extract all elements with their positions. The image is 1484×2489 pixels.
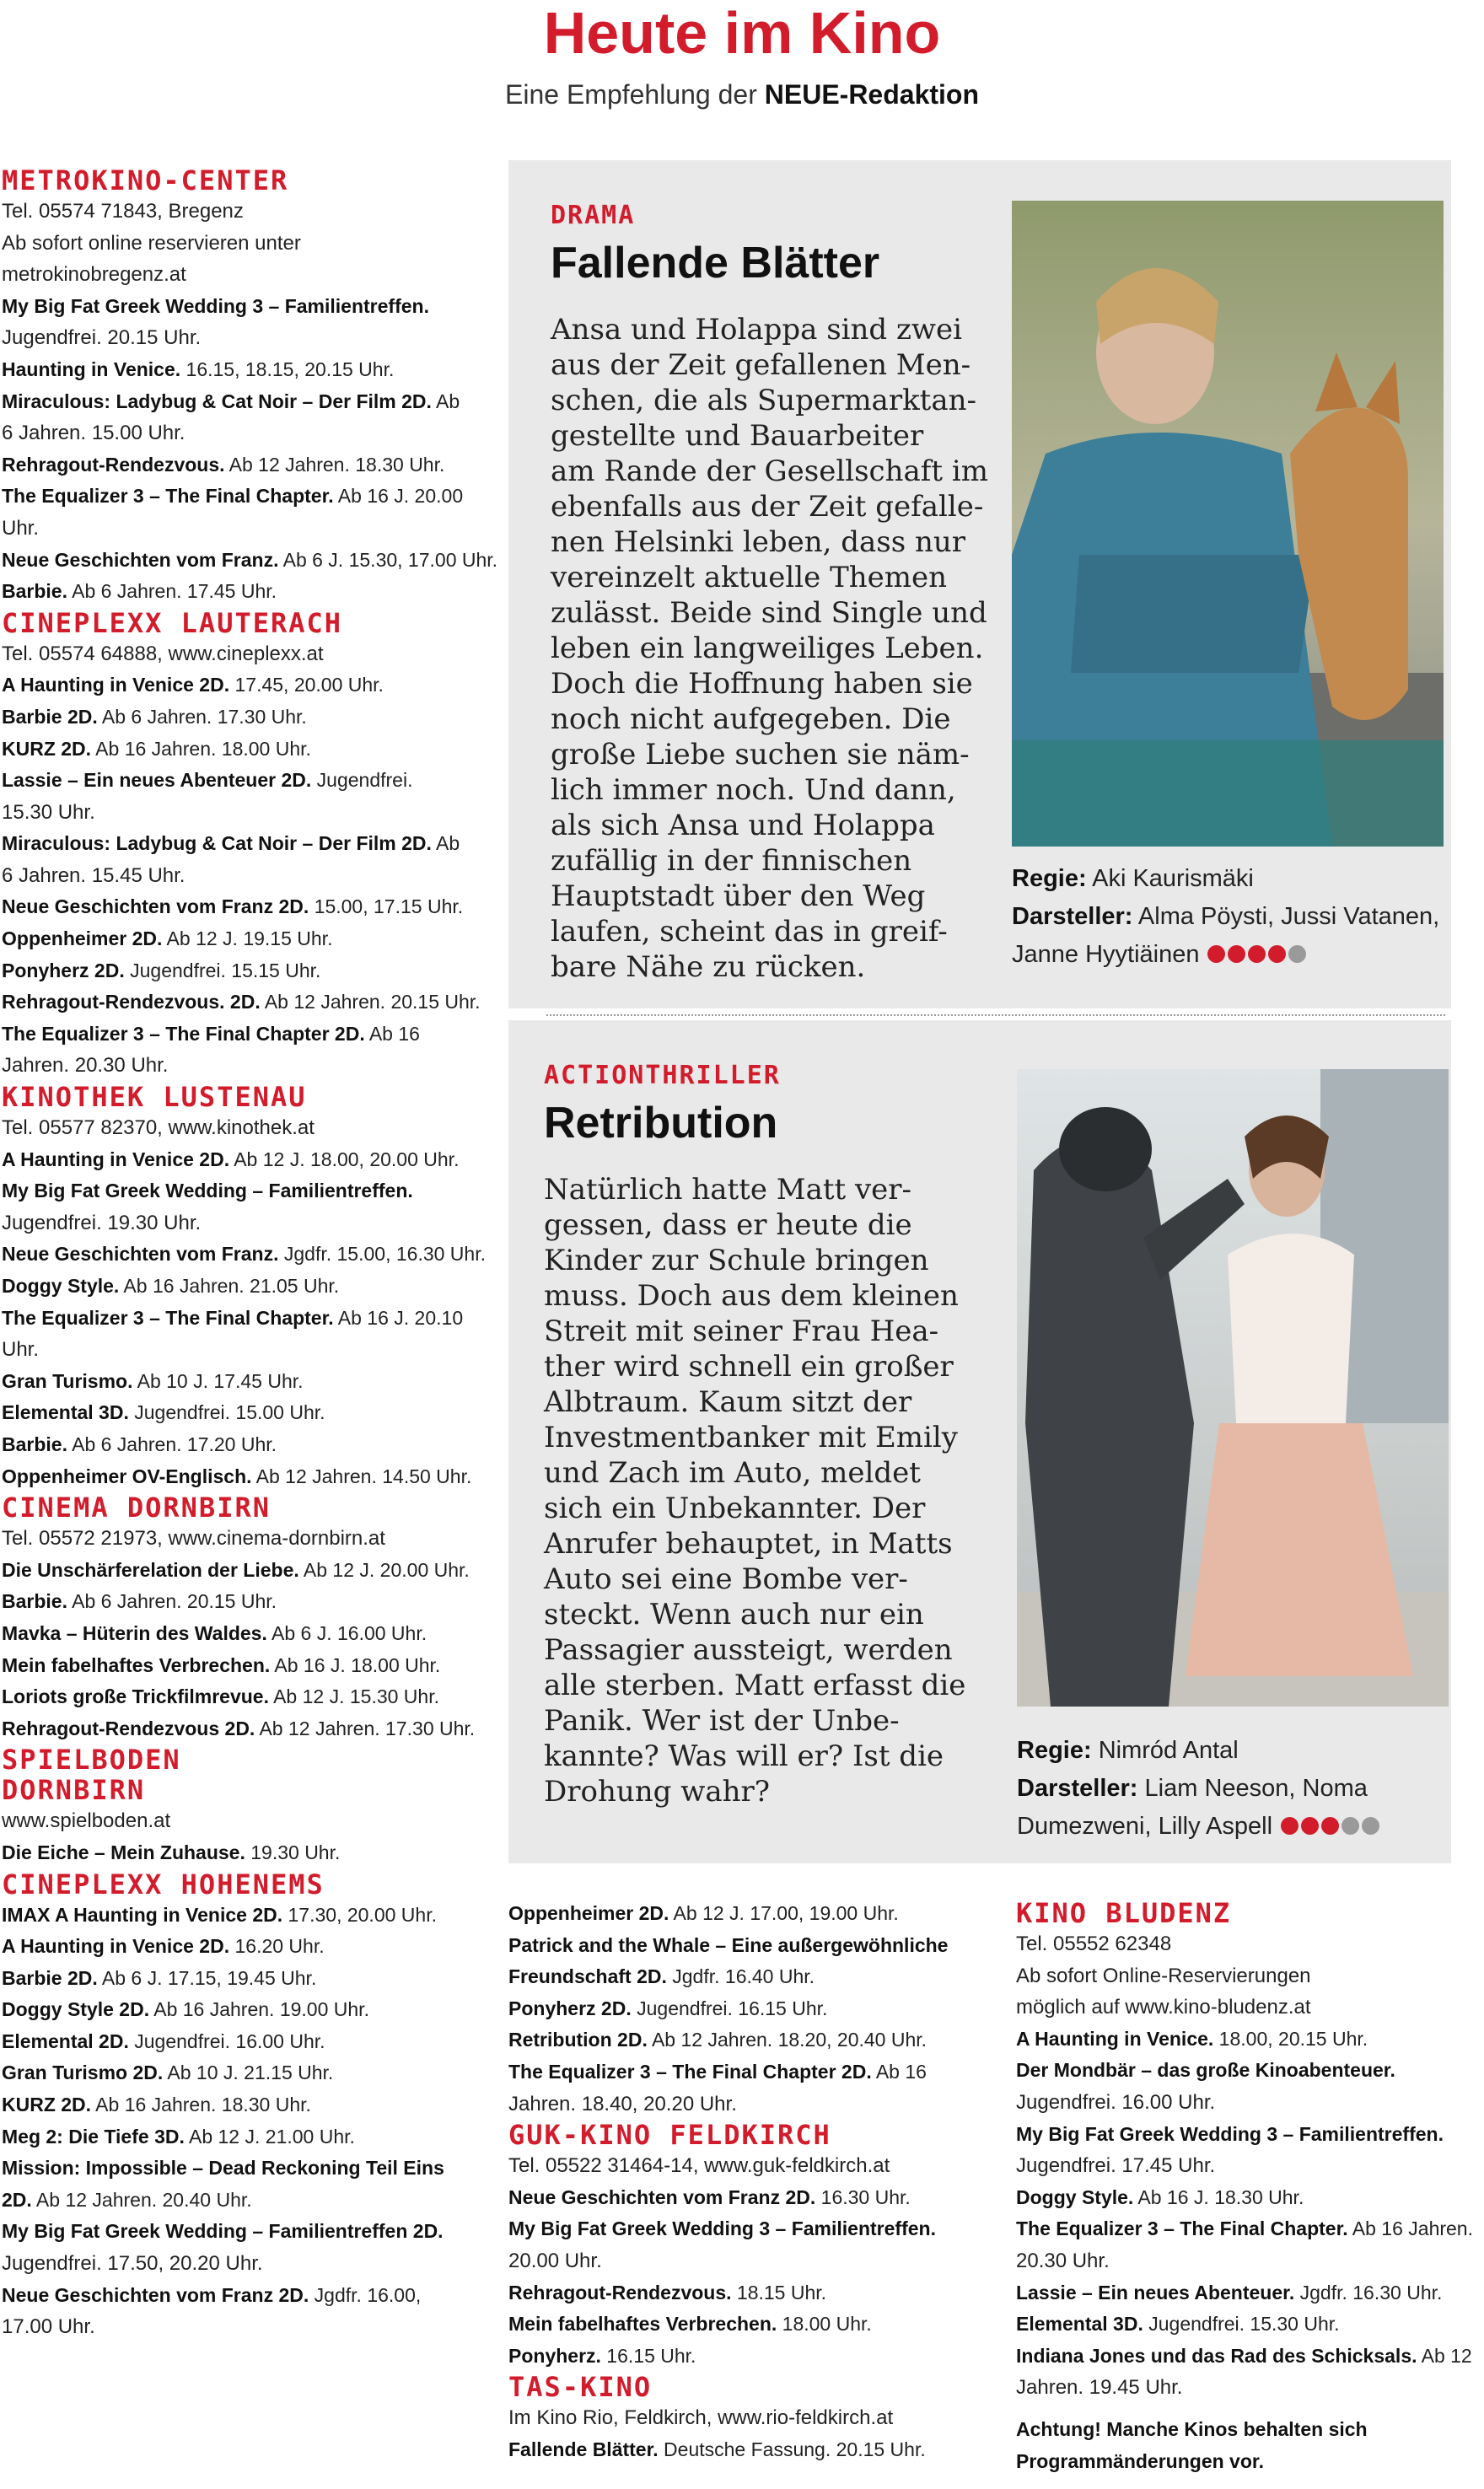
listing-info: metrokinobregenz.at [2,263,186,287]
film-title: My Big Fat Greek Wedding 3 – Familientreffen. [508,2218,936,2240]
feature-retribution [508,1020,1451,1863]
listing-info: Uhr. [2,516,40,540]
film-entry [2,2057,499,2089]
film-entry [1016,2119,1480,2151]
body-line: Drohung wahr? [544,1775,770,1809]
film-details: 18.15 Uhr. [731,2281,827,2304]
listing-info: Im Kino Rio, Feldkirch, www.rio-feldkirch.at [508,2406,894,2430]
cinema-name: DORNBIRN [2,1774,146,1807]
feature-title: Retribution [544,1099,778,1148]
listing-info: 15.30 Uhr. [2,800,95,824]
body-line: zulässt. Beide sind Single und [551,596,987,630]
film-details: Ab 12 J. 21.00 Uhr. [184,2125,355,2148]
body-line: gestellte und Bauarbeiter [551,419,924,453]
rating-dots [1281,1809,1382,1847]
cinema-name: KINO BLUDENZ [1016,1897,1232,1929]
film-title: Gran Turismo. [2,1369,133,1392]
film-entry [508,2309,997,2341]
film-title: 2D. [2,2188,32,2211]
film-details: Ab 16 [364,1022,420,1045]
listing-info: Ab sofort online reservieren unter [2,231,301,255]
feature-fallende-blaetter [508,160,1451,1008]
body-line: steckt. Wenn auch nur ein [544,1598,924,1632]
film-title: Loriots große Trickfilmrevue. [2,1685,269,1708]
listing-right [1016,1898,1480,2477]
listing-info: Tel. 05577 82370, www.kinothek.at [2,1116,315,1140]
film-title: Der Mondbär – das große Kinoabenteuer. [1016,2059,1395,2082]
film-title: Doggy Style. [1016,2185,1134,2208]
film-details: Ab 6 J. 17.15, 19.45 Uhr. [97,1966,317,1989]
film-details: 16.15 Uhr. [600,2344,696,2367]
film-details: Jgdfr. 16.00, [309,2283,422,2306]
film-title: Barbie. [2,1433,67,1455]
body-line: Hauptstadt über den Weg [551,879,926,913]
film-entry [2,734,499,766]
cinema-name: CINEPLEXX LAUTERACH [2,606,343,639]
film-details: Ab 10 J. 21.15 Uhr. [163,2062,334,2084]
body-line: kannte? Was will er? Ist die [544,1739,944,1773]
listing-info: möglich auf www.kino-bludenz.at [1016,1996,1311,2019]
film-entry [2,1837,499,1869]
page-title: Heute im Kino [543,0,941,66]
film-entry [2,955,499,987]
rating-dots [1207,937,1309,975]
body-line: muss. Doch aus dem kleinen [544,1279,959,1313]
film-title: Patrick and the Whale – Eine außergewöhnliche [508,1933,949,1956]
film-entry [2,1618,499,1650]
film-details: 15.00, 17.15 Uhr. [309,895,464,918]
film-title: A Haunting in Venice 2D. [2,1148,230,1170]
film-entry [508,2024,997,2056]
film-entry [1016,2341,1480,2373]
film-details: Ab 12 J. 20.00 Uhr. [298,1558,470,1581]
film-entry [2,291,499,323]
film-entry [2,1461,499,1493]
film-details: Jugendfrei. 15.15 Uhr. [124,959,321,981]
film-entry [2,1429,499,1461]
film-entry [2,765,499,797]
film-title: My Big Fat Greek Wedding – Familientreffen 2D. [2,2220,444,2243]
film-title: Barbie. [2,1590,67,1613]
body-line: gessen, dass er heute die [544,1208,912,1242]
film-title: Mein fabelhaftes Verbrechen. [2,1653,271,1676]
film-title: Mein fabelhaftes Verbrechen. [508,2313,777,2336]
listing-info: Jugendfrei. 17.50, 20.20 Uhr. [2,2252,263,2276]
film-details: Jugendfrei. [311,769,413,792]
body-line: Albtraum. Kaum sitzt der [544,1385,912,1419]
film-entry [2,2121,499,2153]
rating-dot-filled [1268,945,1286,963]
film-details: Ab 10 J. 17.45 Uhr. [132,1369,304,1392]
body-line: Streit mit seiner Frau Hea- [544,1314,939,1348]
listing-info: www.spielboden.at [2,1809,171,1833]
film-title: The Equalizer 3 – The Final Chapter. [2,485,334,508]
film-title: Elemental 3D. [2,1401,129,1424]
body-line: aus der Zeit gefallenen Men- [551,348,971,382]
film-entry [2,576,499,608]
listing-info: Ab sofort Online-Reservierungen [1016,1964,1311,1987]
film-details: Ab 16 [871,2060,927,2083]
listing-info: Jugendfrei. 20.15 Uhr. [2,326,202,350]
body-line: vereinzelt aktuelle Themen [551,561,948,594]
film-details: 17.30, 20.00 Uhr. [282,1903,437,1926]
film-entry [2,2185,499,2217]
film-title: Die Eiche – Mein Zuhause. [2,1841,245,1863]
body-line: Kinder zur Schule bringen [544,1244,929,1277]
film-title: My Big Fat Greek Wedding 3 – Familientreffen. [1016,2122,1444,2145]
film-details: Jugendfrei. 15.00 Uhr. [128,1401,325,1424]
film-title: Oppenheimer 2D. [2,927,163,950]
film-details: Ab 12 Jahren. 20.15 Uhr. [260,991,481,1013]
film-title: Oppenheimer 2D. [508,1902,669,1924]
film-details: Ab 16 Jahren. 18.30 Uhr. [91,2094,311,2116]
listing-info: Uhr. [2,1338,40,1362]
film-title: Barbie 2D. [2,705,98,728]
film-entry [2,2026,499,2058]
film-title: Ponyherz. [508,2344,601,2367]
film-entry [2,1144,499,1176]
film-details: Ab 16 J. 20.00 [333,485,464,508]
film-title: Neue Geschichten vom Franz 2D. [2,895,309,918]
body-line: nen Helsinki leben, dass nur [551,525,966,559]
film-entry [2,1366,499,1398]
body-line: zufällig in der finnischen [551,844,912,878]
film-details: 17.45, 20.00 Uhr. [229,674,384,696]
film-title: Meg 2: Die Tiefe 3D. [2,2125,185,2148]
film-details: Ab 12 Jahren. 14.50 Uhr. [251,1465,472,1487]
film-title: Retribution 2D. [508,2029,648,2051]
rating-dot-filled [1281,1817,1298,1835]
film-entry [2,828,499,860]
film-title: Achtung! Manche Kinos behalten sich [1016,2417,1368,2440]
cinema-name: KINOTHEK LUSTENAU [2,1081,307,1114]
film-entry [2,1271,499,1303]
film-title: The Equalizer 3 – The Final Chapter. [1016,2218,1348,2240]
body-line: Anrufer behauptet, in Matts [544,1527,953,1561]
cinema-name: SPIELBODEN [2,1744,181,1777]
film-entry [1016,2277,1480,2309]
film-title: Rehragout-Rendezvous. [508,2281,732,2304]
film-details: Ab 12 J. 18.00, 20.00 Uhr. [229,1148,460,1170]
rating-dot-filled [1301,1817,1319,1835]
listing-info: Tel. 05552 62348 [1016,1933,1172,1955]
body-line: alle sterben. Matt erfasst die [544,1669,966,1702]
body-line: als sich Ansa und Holappa [551,809,935,842]
cinema-name: GUK-KINO FELDKIRCH [508,2119,831,2152]
film-entry [508,2341,997,2373]
film-entry [1016,2309,1480,2341]
film-details: Ab 6 J. 15.30, 17.00 Uhr. [278,548,498,571]
film-details: Ab 12 [1417,2344,1472,2367]
film-title: Elemental 2D. [2,2029,129,2052]
body-line: Ansa und Holappa sind zwei [551,313,963,347]
film-entry [2,386,499,418]
rating-dot-filled [1207,945,1225,963]
film-title: Neue Geschichten vom Franz 2D. [508,2185,816,2208]
feature-body [551,312,1006,985]
film-title: The Equalizer 3 – The Final Chapter. [2,1306,334,1329]
film-entry [2,2280,499,2312]
film-details: Deutsche Fassung. 20.15 Uhr. [658,2438,926,2460]
body-line: am Rande der Gesellschaft im [551,454,988,488]
film-title: My Big Fat Greek Wedding 3 – Familientreffen. [2,294,429,317]
film-entry [1016,2446,1480,2478]
film-title: Elemental 3D. [1016,2313,1143,2336]
feature-credits: Regie: Nimród Antal Darsteller: Liam Neeson, Noma Dumezweni, Lilly Aspell [1017,1732,1447,1847]
film-title: Doggy Style 2D. [2,1998,150,2021]
film-entry [508,2277,997,2309]
film-details: Ab 16 Jahren. 21.05 Uhr. [119,1275,340,1297]
listing-info: Jugendfrei. 16.00 Uhr. [1016,2090,1216,2114]
listing-info: Jugendfrei. 17.45 Uhr. [1016,2154,1216,2178]
listing-info: Jahren. 18.40, 20.20 Uhr. [508,2092,737,2115]
film-title: Neue Geschichten vom Franz. [2,1243,279,1266]
listing-info: Tel. 05522 31464-14, www.guk-feldkirch.at [508,2154,890,2178]
film-details: 16.20 Uhr. [229,1935,325,1958]
film-entry [1016,2213,1480,2245]
film-details: Ab 16 J. 18.00 Uhr. [270,1653,441,1676]
film-title: Neue Geschichten vom Franz 2D. [2,2283,309,2306]
film-title: The Equalizer 3 – The Final Chapter 2D. [508,2060,872,2083]
rating-dot-filled [1321,1817,1339,1835]
film-details: Ab 16 Jahren. 19.00 Uhr. [149,1998,369,2021]
spacer [1016,2404,1480,2414]
body-line: Panik. Wer ist der Unbe- [544,1704,900,1738]
body-line: Passagier aussteigt, werden [544,1633,953,1667]
film-entry [2,1963,499,1995]
film-details: Ab 12 Jahren. 18.20, 20.40 Uhr. [647,2029,928,2051]
film-details: Ab [431,390,460,412]
film-details: 19.30 Uhr. [245,1841,341,1863]
film-title: Doggy Style. [2,1275,120,1297]
film-title: Barbie. [2,580,67,603]
film-entry [2,545,499,577]
cinema-name: TAS-KINO [508,2371,653,2404]
film-entry [2,1019,499,1051]
film-title: Die Unschärferelation der Liebe. [2,1558,299,1581]
body-line: ebenfalls aus der Zeit gefalle- [551,490,984,524]
film-entry [2,1239,499,1271]
film-title: Fallende Blätter. [508,2438,659,2460]
film-title: Mavka – Hüterin des Waldes. [2,1621,267,1644]
film-details: Jgdfr. 15.00, 16.30 Uhr. [278,1243,486,1266]
film-title: Rehragout-Rendezvous. 2D. [2,991,261,1013]
film-title: KURZ 2D. [2,737,92,760]
rating-dot-empty [1342,1817,1359,1835]
film-title: IMAX A Haunting in Venice 2D. [2,1903,283,1926]
film-title: Programmänderungen vor. [1016,2449,1264,2472]
film-entry [2,1303,499,1335]
body-line: noch nicht aufgegeben. Die [551,702,951,736]
feature-credits: Regie: Aki Kaurismäki Darsteller: Alma Pöysti, Jussi Vatanen, Janne Hyytiäinen [1012,860,1450,975]
film-details: Ab 16 J. 18.30 Uhr. [1133,2185,1304,2208]
feature-body [544,1172,1003,1809]
film-title: Barbie 2D. [2,1966,98,1989]
film-title: Freundschaft 2D. [508,1965,667,1988]
listing-left [2,165,499,2343]
listing-info: Jahren. 19.45 Uhr. [1016,2376,1183,2400]
film-title: A Haunting in Venice 2D. [2,674,230,696]
listing-info: 20.00 Uhr. [508,2249,602,2272]
film-details: Ab 12 J. 15.30 Uhr. [268,1685,439,1708]
film-entry [508,2182,997,2214]
feature-title: Fallende Blätter [551,239,880,288]
film-entry [1016,2182,1480,2214]
film-title: Gran Turismo 2D. [2,2062,164,2084]
film-entry [1016,2414,1480,2446]
film-title: Ponyherz 2D. [2,959,125,981]
film-details: Ab 16 J. 20.10 [333,1306,464,1329]
cinema-name: CINEMA DORNBIRN [2,1492,271,1524]
film-entry [2,986,499,1019]
listing-info: 6 Jahren. 15.00 Uhr. [2,422,186,445]
film-entry [2,891,499,923]
listing-info: Tel. 05574 71843, Bregenz [2,200,244,223]
film-title: Indiana Jones und das Rad des Schicksals. [1016,2344,1417,2367]
film-details: Ab 6 Jahren. 17.30 Uhr. [97,705,307,728]
film-entry [508,1930,997,1962]
film-entry [2,1713,499,1745]
film-entry [2,1586,499,1618]
film-entry [1016,2055,1480,2087]
film-details: Ab 12 Jahren. 17.30 Uhr. [255,1717,476,1739]
film-title: Mission: Impossible – Dead Reckoning Teil Eins [2,2157,444,2180]
film-details: 16.30 Uhr. [815,2185,911,2208]
film-title: Miraculous: Ladybug & Cat Noir – Der Film 2D. [2,390,432,412]
film-title: Lassie – Ein neues Abenteuer. [1016,2281,1295,2304]
film-details: 18.00, 20.15 Uhr. [1213,2027,1368,2050]
film-title: Lassie – Ein neues Abenteuer 2D. [2,769,312,792]
divider [546,1014,1445,1016]
film-details: Ab 6 Jahren. 20.15 Uhr. [67,1590,277,1613]
film-entry [508,2434,997,2466]
feature-genre: ACTIONTHRILLER [544,1061,781,1090]
film-entry [508,1898,997,1930]
film-entry [2,1397,499,1429]
listing-info: Tel. 05572 21973, www.cinema-dornbirn.at [2,1527,385,1551]
film-entry [508,2213,997,2245]
film-details: Ab 16 Jahren. [1347,2218,1473,2240]
film-title: Rehragout-Rendezvous. [2,453,225,476]
film-details: Ab 12 J. 17.00, 19.00 Uhr. [669,1902,899,1924]
film-entry [2,2153,499,2185]
listing-info: Jugendfrei. 19.30 Uhr. [2,1211,202,1234]
film-title: My Big Fat Greek Wedding – Familientreffen. [2,1180,413,1202]
page-subtitle: Eine Empfehlung der NEUE-Redaktion [505,79,979,110]
body-line: ther wird schnell ein großer [544,1350,954,1384]
film-title: Neue Geschichten vom Franz. [2,548,279,571]
film-entry [2,1555,499,1587]
film-entry [508,1993,997,2025]
feature-genre: DRAMA [551,201,636,230]
rating-dot-filled [1248,945,1266,963]
film-entry [2,1175,499,1207]
film-title: The Equalizer 3 – The Final Chapter 2D. [2,1022,365,1045]
body-line: schen, die als Supermarktan- [551,384,977,417]
body-line: Natürlich hatte Matt ver- [544,1173,912,1207]
film-details: Ab 6 Jahren. 17.45 Uhr. [67,580,277,603]
film-entry [2,481,499,513]
film-details: Jgdfr. 16.40 Uhr. [666,1965,815,1988]
film-title: Ponyherz 2D. [508,1997,632,2019]
film-details: Jugendfrei. 16.00 Uhr. [128,2029,325,2052]
cinema-name: CINEPLEXX HOHENEMS [2,1868,325,1900]
film-entry [2,1650,499,1682]
film-title: KURZ 2D. [2,2094,92,2116]
film-entry [2,449,499,481]
body-line: große Liebe suchen sie näm- [551,738,970,771]
body-line: laufen, scheint das in greif- [551,915,948,949]
listing-info: 17.00 Uhr. [2,2315,95,2339]
body-line: leben ein langweiliges Leben. [551,632,984,665]
body-line: Investmentbanker mit Emily [544,1421,959,1454]
listing-info: 20.30 Uhr. [1016,2249,1110,2272]
body-line: Doch die Hoffnung haben sie [551,667,973,701]
body-line: und Zach im Auto, meldet [544,1456,921,1490]
film-entry [2,354,499,386]
film-details: Ab 12 Jahren. 18.30 Uhr. [224,453,445,476]
film-details: Jgdfr. 16.30 Uhr. [1294,2281,1443,2304]
film-entry [1016,2024,1480,2056]
listing-middle [508,1898,997,2466]
rating-dot-filled [1228,945,1245,963]
film-details: Jugendfrei. 15.30 Uhr. [1143,2313,1340,2336]
body-line: bare Nähe zu rücken. [551,950,866,984]
body-line: sich ein Unbekannter. Der [544,1492,926,1525]
film-title: A Haunting in Venice 2D. [2,1935,230,1958]
film-entry [2,669,499,702]
film-entry [2,2216,499,2248]
film-title: Oppenheimer OV-Englisch. [2,1465,252,1487]
film-details: Ab 6 Jahren. 17.20 Uhr. [67,1433,277,1455]
film-entry [2,923,499,955]
film-title: A Haunting in Venice. [1016,2027,1214,2050]
body-line: lich immer noch. Und dann, [551,773,956,807]
film-title: Rehragout-Rendezvous 2D. [2,1717,255,1739]
film-details: Ab 12 Jahren. 20.40 Uhr. [31,2188,252,2211]
film-entry [508,1961,997,1993]
film-details: Ab 12 J. 19.15 Uhr. [162,927,333,950]
film-entry [2,1900,499,1932]
film-details: Ab [431,832,460,855]
film-entry [508,2056,997,2089]
rating-dot-empty [1288,945,1306,963]
film-details: 18.00 Uhr. [777,2313,872,2336]
film-title: Haunting in Venice. [2,357,181,380]
listing-info: 6 Jahren. 15.45 Uhr. [2,863,186,887]
film-title: Miraculous: Ladybug & Cat Noir – Der Film 2D. [2,832,432,855]
body-line: Auto sei eine Bombe ver- [544,1562,908,1596]
film-entry [2,1931,499,1963]
feature-photo [1017,1069,1449,1707]
film-entry [2,1994,499,2026]
film-details: Ab 16 Jahren. 18.00 Uhr. [91,737,311,760]
film-entry [2,1681,499,1713]
film-entry [2,2089,499,2121]
rating-dot-empty [1362,1817,1379,1835]
film-details: 16.15, 18.15, 20.15 Uhr. [180,357,395,380]
film-details: Jugendfrei. 16.15 Uhr. [631,1997,828,2019]
listing-info: Tel. 05574 64888, www.cineplexx.at [2,642,324,665]
listing-info: Jahren. 20.30 Uhr. [2,1054,169,1078]
feature-photo [1012,201,1444,847]
cinema-name: METROKINO-CENTER [2,164,289,196]
film-details: Ab 6 J. 16.00 Uhr. [266,1621,427,1644]
film-entry [2,702,499,734]
